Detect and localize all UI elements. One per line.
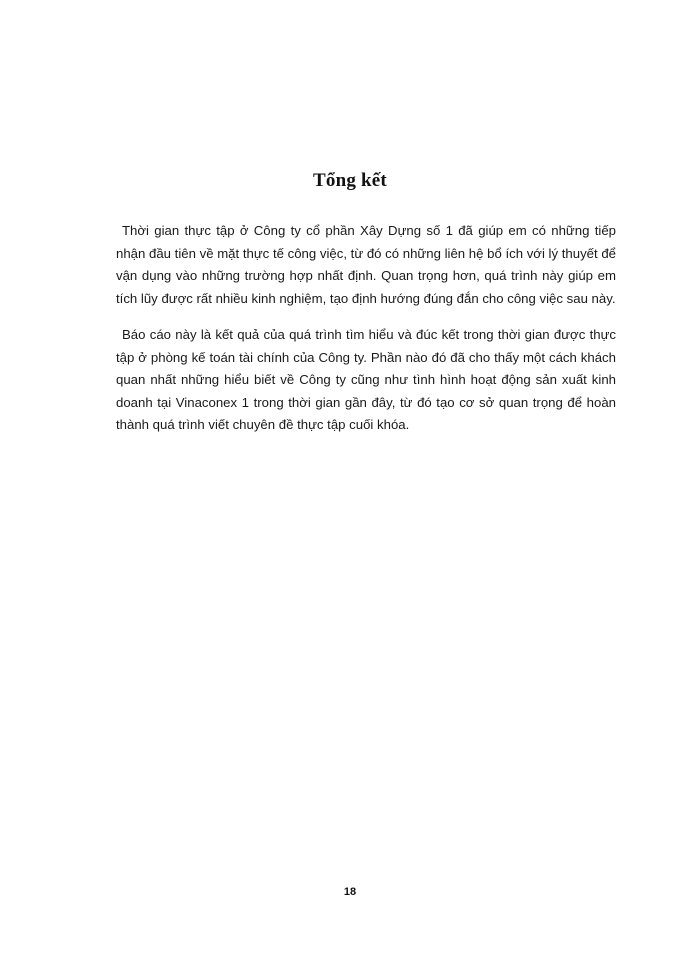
page-number: 18: [343, 886, 357, 898]
paragraph-report-summary: Báo cáo này là kết quả của quá trình tìm hiểu và đúc kết trong thời gian được thực tập ở phòng kế toán tài chính của Công ty. Phần nào đó đã cho thấy một cách khách quan nhất những hiểu biết về Công ty cũng như tình hình hoạt động sản xuất kinh doanh tại Vinaconex 1 trong thời gian gần đây, từ đó tạo cơ sở quan trọng để hoàn thành quá trình viết chuyên đề thực tập cuối khóa.: [116, 327, 616, 432]
document-body: [116, 220, 616, 451]
paragraph-internship-experience: Thời gian thực tập ở Công ty cổ phần Xây Dựng số 1 đã giúp em có những tiếp nhận đầu tiên về mặt thực tế công việc, từ đó có những liên hệ bổ ích với lý thuyết để vận dụng vào những trường hợp nhất định. Quan trọng hơn, quá trình này giúp em tích lũy được rất nhiều kinh nghiệm, tạo định hướng đúng đắn cho công việc sau này.: [116, 223, 616, 306]
page-title: Tổng kết: [313, 170, 387, 191]
